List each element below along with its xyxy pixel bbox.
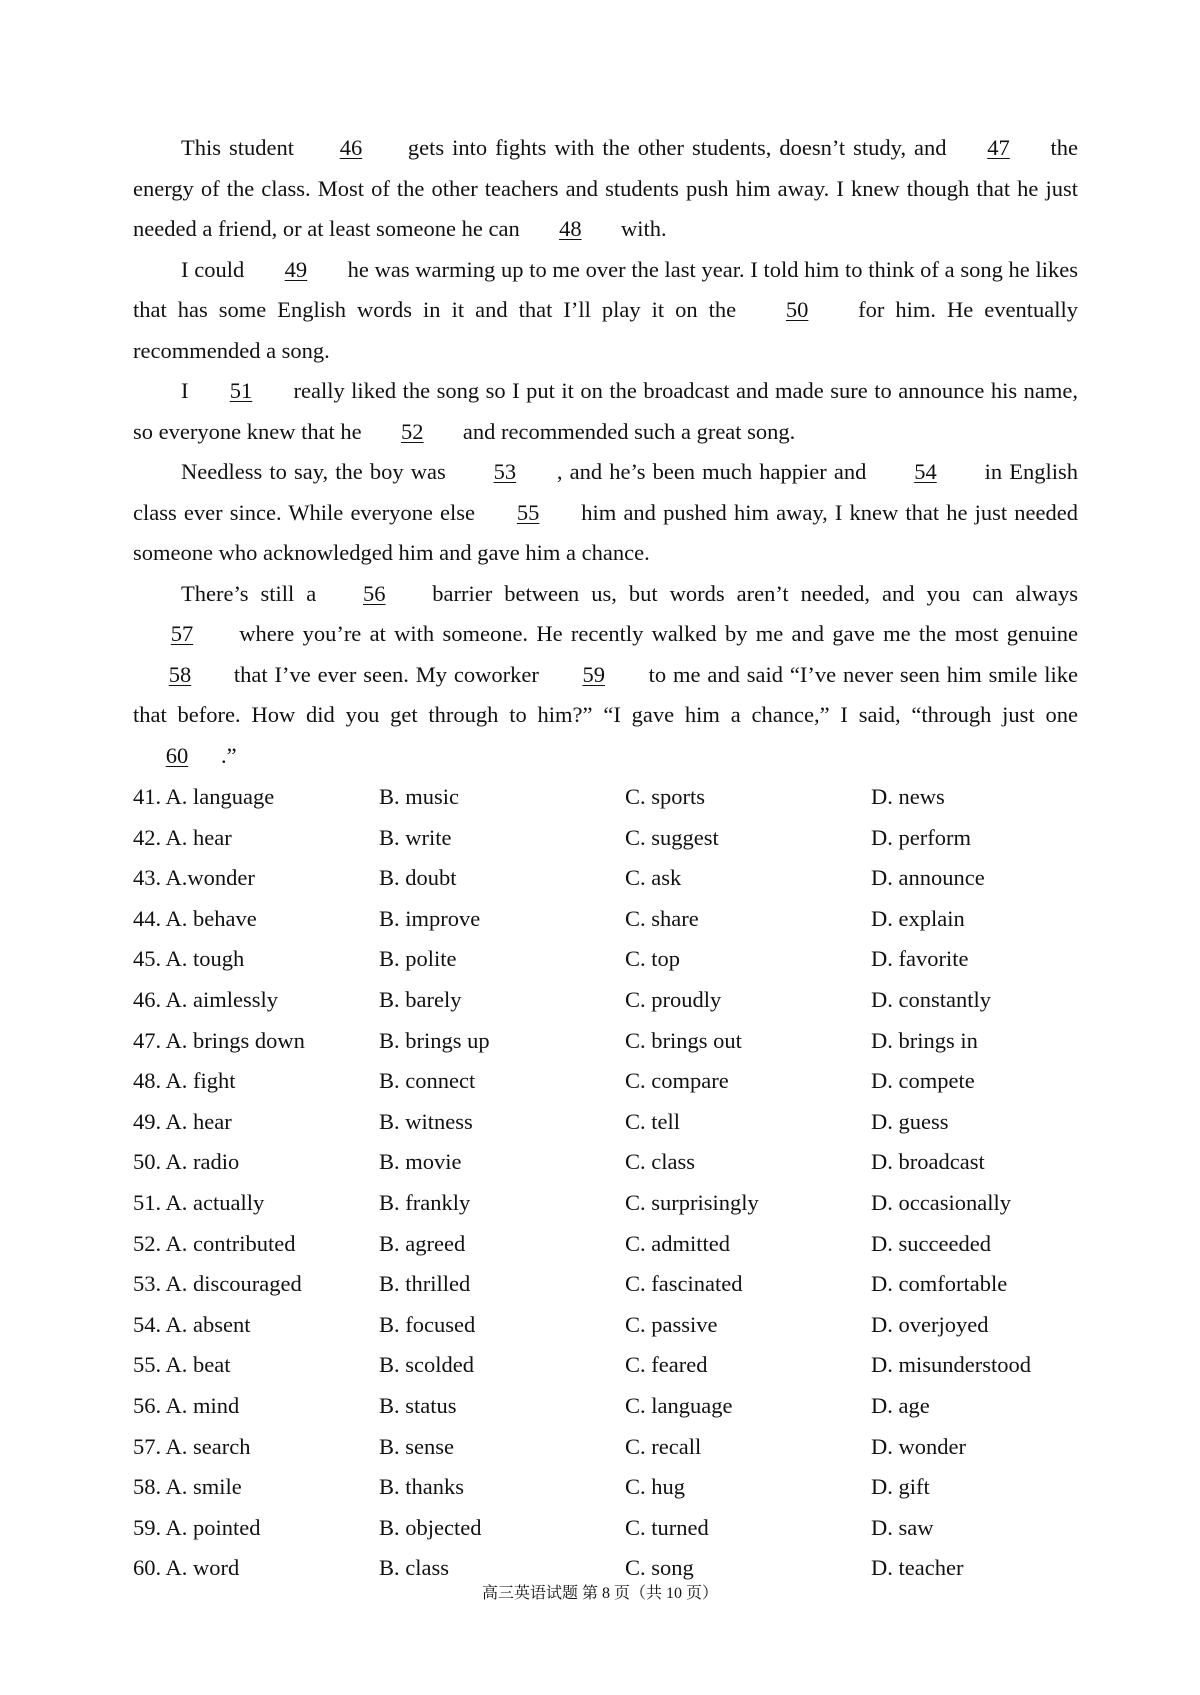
option-row	[133, 1102, 1078, 1143]
option-b: B. sense	[379, 1433, 454, 1459]
option-b: B. objected	[379, 1514, 482, 1540]
option-d: D. constantly	[871, 986, 991, 1012]
blank-60: 60	[165, 742, 189, 768]
option-d: D. succeeded	[871, 1230, 991, 1256]
blank-52: 52	[401, 418, 424, 444]
option-row	[133, 818, 1078, 859]
blank-53: 53	[493, 459, 517, 484]
option-d: D. misunderstood	[871, 1352, 1031, 1378]
option-row	[133, 1386, 1078, 1427]
passage-text: gets into fights with the other students, doesn’t study, and	[399, 135, 955, 160]
option-d: D. gift	[871, 1474, 930, 1500]
passage-text: , and he’s been much happier and	[556, 459, 874, 484]
option-b: B. frankly	[379, 1189, 471, 1215]
option-b: B. thrilled	[379, 1271, 471, 1297]
option-a: 52. A. contributed	[133, 1230, 296, 1256]
option-a: 49. A. hear	[133, 1108, 232, 1134]
option-c: C. top	[625, 946, 681, 972]
option-b: B. thanks	[379, 1474, 465, 1500]
option-d: D. comfortable	[871, 1271, 1008, 1297]
option-d: D. compete	[871, 1068, 975, 1094]
option-b: B. witness	[379, 1108, 473, 1134]
option-c: C. song	[625, 1555, 694, 1581]
option-c: C. recall	[625, 1433, 702, 1459]
blank-46: 46	[339, 135, 363, 160]
option-c: C. proudly	[625, 986, 722, 1012]
blank-51: 51	[229, 378, 253, 403]
option-c: C. tell	[625, 1108, 680, 1134]
option-a: 48. A. fight	[133, 1068, 236, 1094]
option-d: D. perform	[871, 824, 971, 850]
option-c: C. sports	[625, 784, 706, 809]
passage-text: I	[181, 378, 195, 403]
option-a: 43. A.wonder	[133, 865, 255, 891]
blank-58: 58	[168, 661, 192, 687]
option-b: B. connect	[379, 1068, 476, 1094]
option-d: D. favorite	[871, 946, 969, 972]
option-b: B. polite	[379, 946, 457, 972]
option-row	[133, 777, 1078, 818]
option-b: B. agreed	[379, 1230, 466, 1256]
answer-options	[133, 777, 1078, 1589]
option-row	[133, 1345, 1078, 1386]
option-a: 53. A. discouraged	[133, 1271, 302, 1297]
passage-text: This student	[181, 135, 302, 160]
option-c: C. hug	[625, 1474, 686, 1500]
option-c: C. passive	[625, 1311, 718, 1337]
blank-56: 56	[363, 580, 386, 606]
option-b: B. status	[379, 1392, 457, 1418]
blank-57: 57	[170, 621, 194, 646]
option-c: C. admitted	[625, 1230, 730, 1256]
passage-text: and recommended such a great song.	[457, 418, 796, 444]
option-c: C. brings out	[625, 1027, 742, 1053]
option-b: B. brings up	[379, 1027, 490, 1053]
option-row	[133, 899, 1078, 940]
option-c: C. language	[625, 1392, 733, 1418]
passage-text: Needless to say, the boy was	[181, 459, 453, 484]
blank-59: 59	[582, 661, 605, 687]
option-c: C. turned	[625, 1514, 709, 1540]
passage-text: There’s still a	[181, 580, 329, 606]
option-c: C. share	[625, 905, 699, 931]
option-d: D. news	[871, 784, 945, 809]
passage-paragraph	[133, 250, 1078, 372]
option-c: C. ask	[625, 865, 682, 891]
blank-48: 48	[559, 216, 582, 241]
blank-50: 50	[785, 297, 809, 322]
option-a: 41. A. language	[133, 784, 275, 809]
option-c: C. compare	[625, 1068, 729, 1094]
passage-text: with.	[615, 216, 667, 241]
option-b: B. class	[379, 1555, 449, 1581]
option-d: D. teacher	[871, 1555, 964, 1581]
option-d: D. explain	[871, 905, 965, 931]
option-row	[133, 1305, 1078, 1346]
option-d: D. overjoyed	[871, 1311, 989, 1337]
passage-paragraph	[133, 574, 1078, 777]
cloze-passage	[133, 128, 1078, 776]
passage-text: him and pushed him away, I knew that he just needed someone who acknowledged him and gave him a chance.	[133, 499, 1078, 565]
option-a: 57. A. search	[133, 1433, 251, 1459]
passage-text: in English class ever since. While everyone else	[133, 459, 1078, 525]
option-b: B. music	[379, 784, 460, 809]
blank-55: 55	[516, 499, 540, 525]
passage-paragraph	[133, 128, 1078, 250]
option-row	[133, 1427, 1078, 1468]
option-b: B. scolded	[379, 1352, 474, 1378]
option-c: C. fascinated	[625, 1271, 743, 1297]
option-row	[133, 980, 1078, 1021]
passage-text: I could	[181, 256, 250, 282]
option-row	[133, 1142, 1078, 1183]
option-a: 58. A. smile	[133, 1474, 242, 1500]
option-a: 54. A. absent	[133, 1311, 251, 1337]
option-a: 59. A. pointed	[133, 1514, 261, 1540]
option-row	[133, 1021, 1078, 1062]
option-a: 42. A. hear	[133, 824, 232, 850]
page-footer: 高三英语试题 第 8 页（共 10 页）	[481, 1585, 718, 1602]
option-a: 46. A. aimlessly	[133, 986, 278, 1012]
option-row	[133, 1508, 1078, 1549]
option-row	[133, 858, 1078, 899]
option-row	[133, 939, 1078, 980]
blank-47: 47	[987, 135, 1010, 160]
passage-text: that I’ve ever seen. My coworker	[227, 661, 546, 687]
option-a: 45. A. tough	[133, 946, 245, 972]
option-b: B. barely	[379, 986, 462, 1012]
option-row	[133, 1061, 1078, 1102]
passage-text: he was warming up to me over the last year. I told him to think of a song he likes that has some English words in it and that I’ll play it on the	[133, 256, 1078, 322]
option-d: D. announce	[871, 865, 985, 891]
option-c: C. feared	[625, 1352, 708, 1378]
option-a: 51. A. actually	[133, 1189, 265, 1215]
passage-text: barrier between us, but words aren’t needed, and you can always	[420, 580, 1078, 606]
passage-paragraph	[133, 371, 1078, 452]
option-b: B. doubt	[379, 865, 457, 891]
option-c: C. class	[625, 1149, 695, 1175]
option-b: B. focused	[379, 1311, 476, 1337]
passage-text: .”	[221, 742, 237, 768]
option-a: 60. A. word	[133, 1555, 240, 1581]
passage-text: where you’re at with someone. He recently walked by me and gave me the most genuine	[231, 621, 1078, 646]
passage-text: really liked the song so I put it on the broadcast and made sure to announce his name, so everyone knew that he	[133, 378, 1078, 444]
option-a: 55. A. beat	[133, 1352, 231, 1378]
option-row	[133, 1264, 1078, 1305]
passage-text: for him. He eventually recommended a song.	[133, 297, 1079, 363]
passage-paragraph	[133, 452, 1078, 574]
option-d: D. brings in	[871, 1027, 978, 1053]
option-row	[133, 1467, 1078, 1508]
option-d: D. wonder	[871, 1433, 966, 1459]
option-d: D. saw	[871, 1514, 934, 1540]
option-c: C. suggest	[625, 824, 719, 850]
blank-49: 49	[284, 256, 308, 282]
passage-text: the energy of the class. Most of the other teachers and students push him away. I knew though that he just needed a friend, or at least someone he can	[133, 135, 1078, 241]
option-b: B. improve	[379, 905, 481, 931]
option-row	[133, 1224, 1078, 1265]
option-row	[133, 1183, 1078, 1224]
option-d: D. guess	[871, 1108, 949, 1134]
option-d: D. occasionally	[871, 1189, 1011, 1215]
option-a: 50. A. radio	[133, 1149, 240, 1175]
option-c: C. surprisingly	[625, 1189, 759, 1215]
option-d: D. age	[871, 1392, 930, 1418]
option-b: B. write	[379, 824, 452, 850]
option-a: 44. A. behave	[133, 905, 257, 931]
blank-54: 54	[914, 459, 937, 484]
option-a: 56. A. mind	[133, 1392, 240, 1418]
passage-text: to me and said “I’ve never seen him smile like that before. How did you get through to him?” “I gave him a chance,” I said, “through just one	[133, 661, 1078, 727]
option-d: D. broadcast	[871, 1149, 985, 1175]
option-a: 47. A. brings down	[133, 1027, 305, 1053]
option-b: B. movie	[379, 1149, 462, 1175]
